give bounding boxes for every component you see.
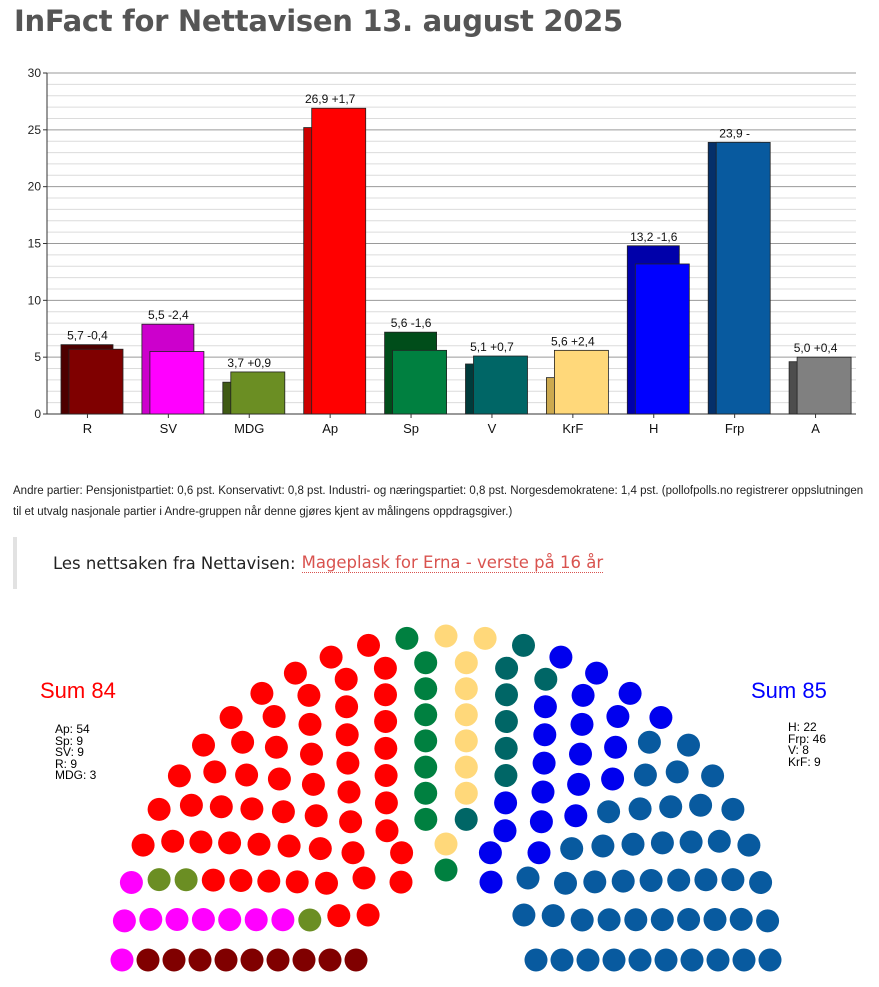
seat-ap [375,791,398,814]
seat-frp [701,764,724,787]
seat-ap [338,781,361,804]
seat-ap [192,734,215,757]
bar-data-label: 3,7 +0,9 [227,355,272,370]
seat-sv [192,908,215,931]
seat-ap [374,657,397,680]
seat-frp [638,731,661,754]
seat-frp [730,908,753,931]
seat-ap [278,835,301,858]
seat-frp [640,869,663,892]
seat-sp [414,808,437,831]
bar-chart [0,60,879,440]
seat-ap [374,683,397,706]
seat-frp [667,869,690,892]
seat-frp [677,908,700,931]
seat-ap [327,904,350,927]
seat-krf [435,625,458,648]
x-tick-label: V [487,421,497,436]
seat-frp [756,909,779,932]
seat-mdg [175,868,198,891]
seat-r [319,949,342,972]
seat-frp [512,904,535,927]
seat-h [528,841,551,864]
seat-ap [309,837,332,860]
seat-sp [414,782,437,805]
seat-frp [655,949,678,972]
seat-h [619,682,642,705]
seat-frp [733,949,756,972]
right-sum-label: Sum 85 [751,678,827,703]
seat-ap [390,841,413,864]
seat-sv [111,949,134,972]
seat-frp [591,835,614,858]
seat-ap [189,831,212,854]
seat-ap [220,706,243,729]
seat-ap [203,760,226,783]
seat-r [345,949,368,972]
seat-v [495,657,518,680]
y-tick-label: 0 [34,407,41,421]
seat-frp [659,795,682,818]
seat-krf [455,729,478,752]
seat-frp [677,734,700,757]
y-tick-label: 10 [27,293,41,308]
seat-r [163,949,186,972]
seat-ap [257,870,280,893]
x-tick-label: KrF [562,421,584,436]
seat-ap [231,731,254,754]
seat-h [534,695,557,718]
y-tick-label: 15 [27,236,41,251]
bar-current-Frp [716,142,770,414]
seat-frp [689,794,712,817]
seat-ap [336,752,359,775]
seat-ap [248,833,271,856]
seat-frp [634,764,657,787]
seat-sp [414,756,437,779]
seat-ap [250,682,273,705]
bar-current-Sp [393,350,447,414]
seat-frp [577,949,600,972]
x-tick-label: Sp [403,421,420,436]
seat-frp [622,833,645,856]
seat-frp [583,870,606,893]
seat-frp [597,800,620,823]
seat-h [569,743,592,766]
seat-frp [737,834,760,857]
left-sum-label: Sum 84 [40,678,116,703]
y-tick-label: 25 [27,122,41,137]
seat-frp [681,949,704,972]
article-quote-box [13,537,613,589]
bar-current-H [635,264,689,414]
seat-ap [235,764,258,787]
x-tick-label: MDG [234,421,265,436]
seat-frp [603,949,626,972]
seat-v [495,710,518,733]
bar-current-R [69,349,123,414]
seat-frp [707,949,730,972]
x-tick-label: R [82,421,93,436]
seat-ap [357,634,380,657]
seat-ap [302,773,325,796]
seat-krf [455,782,478,805]
seat-ap [374,737,397,760]
seat-ap [286,870,309,893]
bar-current-SV [150,351,204,414]
seat-frp [629,797,652,820]
y-tick-label: 5 [34,350,41,365]
seat-h [601,768,624,791]
x-tick-label: Frp [724,421,745,436]
bar-data-label: 5,0 +0,4 [793,341,838,356]
seat-ap [297,684,320,707]
seat-frp [571,909,594,932]
seat-sv [139,908,162,931]
seat-list-item: H: 22 [788,720,817,734]
bar-current-A [797,357,851,414]
y-tick-label: 20 [27,179,41,194]
seat-krf [474,627,497,650]
seat-list-item: Ap: 54 [55,722,90,736]
seat-list-item: Frp: 46 [788,731,827,746]
seat-ap [335,695,358,718]
other-parties-note: Andre partier: Pensjonistpartiet: 0,6 pst. Konservativt: 0,8 pst. Industri- og næringspartiet: 0,8 pst. Norgesdemokratene: 1,4 pst. (pollofpolls.no registrerer oppslutningen til et utvalg nasjonale partier i Andre-gruppen når denne gjøres kjent av målingens oppdragsgiver.) [13,485,864,518]
seat-mdg [148,868,171,891]
bar-current-MDG [231,372,285,414]
page-title: InFact for Nettavisen 13. august 2025 [14,4,623,38]
article-link[interactable]: Mageplask for Erna - verste på 16 år [301,553,604,572]
seat-ap [353,867,376,890]
seat-v [495,683,518,706]
seat-h [549,646,572,669]
seat-sp [414,703,437,726]
seat-ap [240,797,263,820]
seat-h [585,662,608,685]
seat-ap [148,798,171,821]
seat-ap [284,662,307,685]
seat-krf [435,833,458,856]
seat-h [479,841,502,864]
seat-h [606,705,629,728]
seat-ap [315,872,338,895]
seat-ap [299,713,322,736]
x-tick-label: SV [159,421,178,436]
x-tick-label: H [649,421,659,436]
bar-current-V [474,356,528,414]
seat-h [532,781,555,804]
seat-ap [132,834,155,857]
seat-ap [229,869,252,892]
seat-ap [300,743,323,766]
bar-data-label: 13,2 -1,6 [630,229,678,244]
seat-frp [560,837,583,860]
seat-sv [113,909,136,932]
seat-ap [390,871,413,894]
seat-ap [168,764,191,787]
seat-list-item: MDG: 3 [55,768,97,782]
seat-krf [455,703,478,726]
x-tick-label: A [811,421,820,436]
seat-frp [708,830,731,853]
seat-krf [455,651,478,674]
bar-data-label: 5,7 -0,4 [67,328,108,343]
seat-frp [624,908,647,931]
seat-list-item: SV: 9 [55,745,84,759]
bar-data-label: 5,5 -2,4 [147,308,189,323]
seat-ap [218,831,241,854]
seat-sp [435,859,458,882]
seat-frp [721,868,744,891]
seat-ap [339,810,362,833]
seat-v [534,668,557,691]
seat-ap [320,646,343,669]
seat-ap [210,795,233,818]
seat-sp [414,651,437,674]
seat-sp [395,627,418,650]
bar-data-label: 23,9 - [719,126,750,141]
seat-h [604,736,627,759]
bar-current-KrF [554,350,608,414]
seat-v [495,737,518,760]
seat-h [571,713,594,736]
seat-frp [666,760,689,783]
seat-frp [554,872,577,895]
seat-h [533,752,556,775]
seat-frp [629,949,652,972]
seat-frp [721,798,744,821]
seat-frp [651,908,674,931]
seat-list-item: V: 8 [788,743,809,757]
seat-r [189,949,212,972]
seat-v [494,764,517,787]
seat-list-item: KrF: 9 [788,754,821,769]
seat-ap [375,764,398,787]
seat-h [572,684,595,707]
seat-frp [694,868,717,891]
article-prefix: Les nettsaken fra Nettavisen: [53,553,296,573]
seat-sv [245,908,268,931]
seat-ap [180,794,203,817]
x-tick-label: Ap [322,421,339,436]
seat-r [215,949,238,972]
seat-frp [704,908,727,931]
seat-h [494,791,517,814]
bar-data-label: 5,6 -1,6 [390,316,432,331]
seat-h [494,819,517,842]
seat-h [480,871,503,894]
seat-r [137,949,160,972]
seat-list-item: R: 9 [55,756,78,771]
seat-frp [598,908,621,931]
seat-sv [218,908,241,931]
seat-frp [680,831,703,854]
seat-ap [263,705,286,728]
seat-sv [120,871,143,894]
seat-frp [749,871,772,894]
seat-ap [268,768,291,791]
seat-v [455,808,478,831]
seat-r [293,949,316,972]
seat-sv [271,908,294,931]
seat-h [564,804,587,827]
seat-h [530,810,553,833]
seat-krf [455,677,478,700]
seat-frp [542,904,565,927]
seat-ap [272,800,295,823]
seat-ap [161,830,184,853]
bar-current-Ap [312,108,366,414]
parliament-seat-chart [0,600,879,987]
seat-ap [376,819,399,842]
seat-r [241,949,264,972]
bar-data-label: 5,6 +2,4 [550,334,595,349]
seat-frp [551,949,574,972]
seat-ap [374,710,397,733]
seat-ap [305,804,328,827]
seat-h [533,723,556,746]
seat-sv [166,908,189,931]
seat-ap [357,904,380,927]
seat-frp [759,949,782,972]
seat-ap [202,869,225,892]
seat-ap [336,723,359,746]
seat-r [267,949,290,972]
seat-sp [414,677,437,700]
bar-data-label: 26,9 +1,7 [304,92,356,107]
seat-v [512,634,535,657]
seat-krf [455,756,478,779]
seat-ap [342,841,365,864]
seat-ap [335,668,358,691]
seat-h [567,773,590,796]
seat-ap [265,736,288,759]
seat-list-item: Sp: 9 [55,733,84,748]
seat-frp [525,949,548,972]
seat-mdg [298,909,321,932]
y-tick-label: 30 [27,66,41,80]
seat-sp [414,729,437,752]
seat-h [649,706,672,729]
seat-frp [651,831,674,854]
bar-data-label: 5,1 +0,7 [470,340,514,355]
seat-frp [612,870,635,893]
seat-frp [517,867,540,890]
